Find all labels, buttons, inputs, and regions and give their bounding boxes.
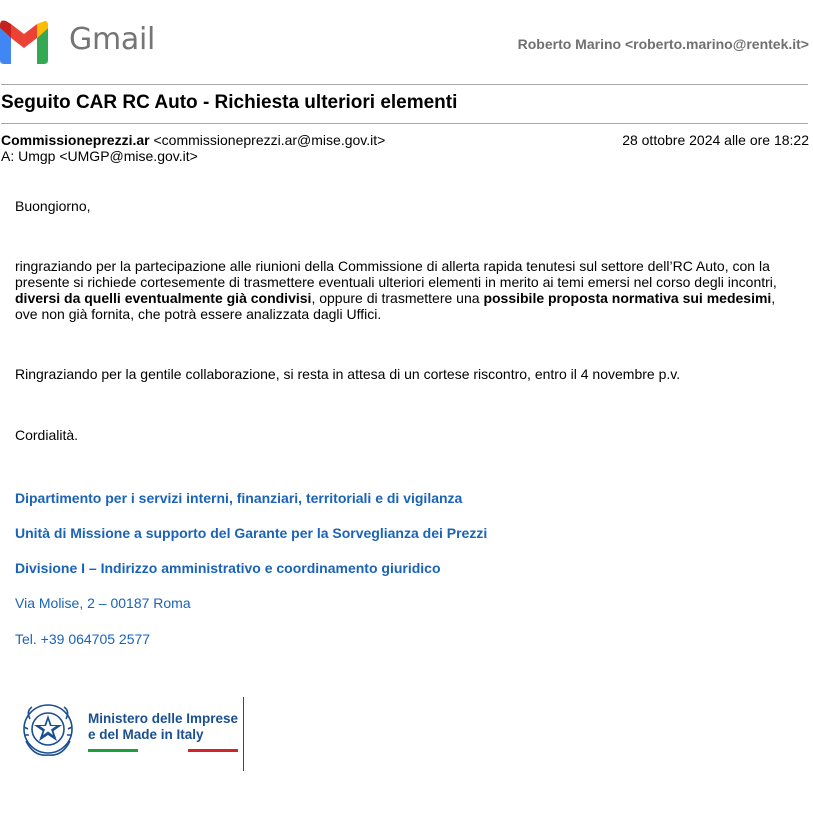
- request-emphasis-1: diversi da quelli eventualmente già condivisi: [15, 290, 312, 306]
- ministry-name-line2: e del Made in Italy: [88, 727, 204, 742]
- gmail-wordmark: Gmail: [69, 22, 156, 57]
- closing-paragraph: Cordialità.: [15, 427, 79, 443]
- print-header: [0, 0, 813, 84]
- account-label: Roberto Marino <roberto.marino@rentek.it>: [517, 36, 809, 52]
- ministry-name-line1: Ministero delle Imprese: [88, 711, 239, 726]
- flag-stripe-red: [188, 749, 238, 752]
- flag-stripe-green: [88, 749, 138, 752]
- recipient-line: A: Umgp <UMGP@mise.gov.it>: [1, 148, 198, 164]
- message-date: 28 ottobre 2024 alle ore 18:22: [622, 132, 809, 148]
- signature-address: Via Molise, 2 – 00187 Roma: [15, 595, 191, 611]
- sender-name: Commissioneprezzi.ar: [1, 132, 150, 148]
- italian-republic-emblem-icon: [20, 701, 76, 759]
- greeting-paragraph: Buongiorno,: [15, 198, 91, 214]
- divider-top: [1, 84, 808, 85]
- message-subject: Seguito CAR RC Auto - Richiesta ulteriori elementi: [1, 92, 458, 113]
- divider-subject: [1, 123, 808, 124]
- thanks-paragraph: Ringraziando per la gentile collaborazione, si resta in attesa di un cortese riscontro, entro il 4 novembre p.v.: [15, 366, 681, 382]
- sender-line: [1, 132, 385, 148]
- sender-email[interactable]: <commissioneprezzi.ar@mise.gov.it>: [153, 132, 386, 148]
- ministry-logo-rule: [243, 697, 244, 771]
- signature-unit: Unità di Missione a supporto del Garante per la Sorveglianza dei Prezzi: [15, 525, 488, 541]
- request-paragraph: [15, 258, 800, 322]
- signature-division: Divisione I – Indirizzo amministrativo e coordinamento giuridico: [15, 560, 441, 576]
- request-text-1: ringraziando per la partecipazione alle riunioni della Commissione di allerta rapida tenutesi sul settore dell’RC Auto, con la presente si richiede cortesemente di trasmettere eventuali ulteriori elementi in merito ai temi emersi nel corso degli incontri,: [15, 258, 777, 290]
- request-text-3: , ove non già fornita, che potrà essere analizzata dagli Uffici.: [15, 290, 776, 322]
- gmail-logo-icon: [0, 20, 48, 64]
- ministry-logo: [18, 697, 248, 771]
- request-emphasis-2: possibile proposta normativa sui medesimi: [483, 290, 772, 306]
- signature-department: Dipartimento per i servizi interni, finanziari, territoriali e di vigilanza: [15, 490, 463, 506]
- ministry-name: [88, 711, 238, 743]
- signature-phone[interactable]: Tel. +39 064705 2577: [15, 631, 151, 647]
- request-text-2: , oppure di trasmettere una: [311, 290, 484, 306]
